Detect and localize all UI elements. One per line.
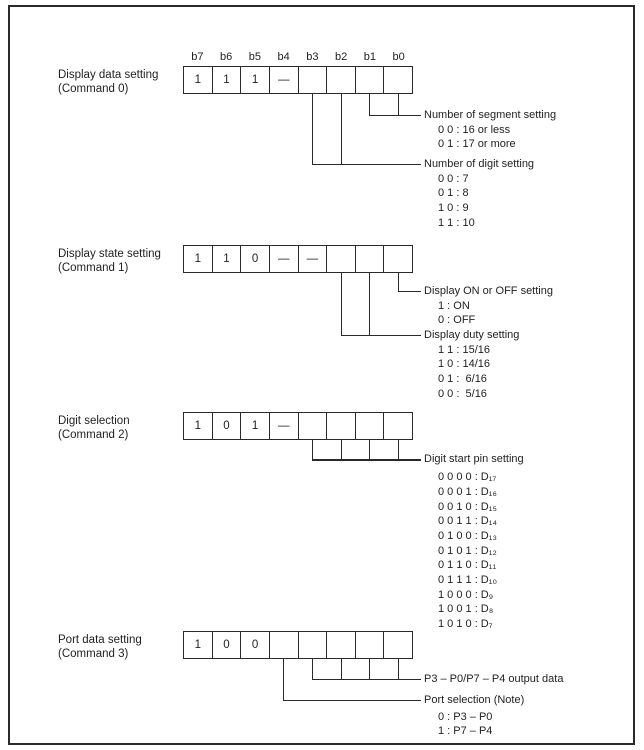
annotation-items bbox=[424, 172, 534, 231]
annotation-item: 0 0 1 1 : D₁₄ bbox=[438, 515, 497, 528]
bit-cell-value: — bbox=[277, 253, 290, 265]
bit-cell bbox=[269, 246, 298, 272]
command-name: Port data setting bbox=[58, 634, 142, 646]
bit-cell bbox=[298, 413, 327, 439]
bit-cell bbox=[212, 632, 241, 658]
bit-cell bbox=[298, 246, 327, 272]
annotation-item: 0 0 0 1 : D₁₆ bbox=[438, 485, 497, 498]
connector-line-vertical bbox=[369, 93, 370, 116]
connector-line-vertical bbox=[398, 272, 399, 292]
bit-cell-value: — bbox=[306, 253, 319, 265]
bit-cell bbox=[383, 246, 412, 272]
annotation-heading: Display duty setting bbox=[424, 328, 520, 341]
bit-cell-value: 1 bbox=[194, 74, 202, 86]
bit-cell bbox=[184, 632, 212, 658]
bit-header-label: b0 bbox=[392, 51, 405, 63]
annotation-items bbox=[424, 343, 519, 402]
connector-line-vertical bbox=[341, 439, 342, 460]
bit-header-label: b2 bbox=[335, 51, 348, 63]
connector-line-vertical bbox=[369, 658, 370, 680]
annotation-item: 1 0 : 14/16 bbox=[438, 358, 490, 371]
annotation bbox=[424, 157, 534, 231]
command-name: Display state setting bbox=[58, 248, 161, 260]
command-label bbox=[58, 68, 158, 96]
annotation-item: 1 : P7 – P4 bbox=[438, 725, 493, 738]
annotation bbox=[424, 284, 553, 328]
register-box bbox=[183, 66, 413, 94]
command-label bbox=[58, 414, 130, 442]
annotation-item: 1 0 1 0 : D₇ bbox=[438, 618, 493, 631]
bit-cell-value: 1 bbox=[194, 420, 202, 432]
bit-cell bbox=[269, 67, 298, 93]
bit-cell bbox=[298, 67, 327, 93]
bit-cell bbox=[240, 632, 269, 658]
annotation-items bbox=[424, 123, 556, 152]
annotation-heading: Number of digit setting bbox=[424, 157, 535, 170]
annotation-item: 0 0 : 7 bbox=[438, 172, 469, 185]
bit-cell bbox=[184, 413, 212, 439]
annotation-item: 0 0 1 0 : D₁₅ bbox=[438, 500, 497, 513]
connector-line-vertical bbox=[341, 272, 342, 336]
bit-cell bbox=[298, 632, 327, 658]
command-number: (Command 2) bbox=[58, 429, 129, 441]
register-box bbox=[183, 245, 413, 273]
bit-header-label: b5 bbox=[248, 51, 261, 63]
connector-line-vertical bbox=[312, 658, 313, 680]
annotation-item: 1 1 : 10 bbox=[438, 216, 475, 229]
annotation-item: 0 1 1 1 : D₁₀ bbox=[438, 574, 498, 587]
bit-cell-value: 1 bbox=[194, 253, 202, 265]
bit-cell bbox=[184, 246, 212, 272]
annotation-item: 0 1 0 0 : D₁₃ bbox=[438, 529, 497, 542]
bit-header-label: b3 bbox=[306, 51, 319, 63]
bit-cell bbox=[355, 632, 384, 658]
register-box bbox=[183, 412, 413, 440]
bit-header-label: b1 bbox=[363, 51, 376, 63]
connector-line-vertical bbox=[398, 439, 399, 460]
bit-cell bbox=[240, 67, 269, 93]
bit-header-label: b6 bbox=[220, 51, 233, 63]
command-number: (Command 0) bbox=[58, 83, 129, 95]
bit-header-label: b4 bbox=[277, 51, 290, 63]
bit-cell bbox=[326, 67, 355, 93]
bit-cell bbox=[269, 413, 298, 439]
annotation bbox=[424, 328, 519, 402]
annotation-item: 0 1 0 1 : D₁₂ bbox=[438, 544, 497, 557]
annotation-items bbox=[424, 299, 553, 328]
connector-line-vertical bbox=[341, 93, 342, 165]
bit-cell bbox=[355, 67, 384, 93]
annotation-item: 0 0 : 5/16 bbox=[438, 387, 487, 400]
bit-cell-value: 0 bbox=[223, 420, 230, 432]
connector-line-horizontal bbox=[312, 679, 421, 680]
annotation-heading: Port selection (Note) bbox=[424, 693, 525, 706]
bit-cell bbox=[383, 413, 412, 439]
bit-cell-value: 1 bbox=[223, 74, 230, 86]
annotation bbox=[424, 693, 524, 739]
annotation-item: 0 0 0 0 : D₁₇ bbox=[438, 471, 497, 484]
bit-cell bbox=[212, 413, 241, 439]
connector-line-vertical bbox=[398, 658, 399, 680]
annotation-heading: P3 – P0/P7 – P4 output data bbox=[424, 672, 564, 685]
bit-cell-value: — bbox=[277, 74, 290, 86]
annotation-item: 0 1 1 0 : D₁₁ bbox=[438, 559, 497, 572]
bit-cell-value: 1 bbox=[251, 420, 259, 432]
annotation bbox=[424, 452, 524, 631]
annotation-item: 0 1 : 6/16 bbox=[438, 373, 487, 385]
connector-line-vertical bbox=[369, 439, 370, 460]
annotation-items bbox=[424, 710, 524, 739]
register-box bbox=[183, 631, 413, 659]
bit-cell bbox=[383, 67, 412, 93]
bit-cell bbox=[326, 246, 355, 272]
annotation-item: 1 1 : 15/16 bbox=[438, 343, 490, 356]
annotation bbox=[424, 108, 556, 152]
connector-line-vertical bbox=[398, 93, 399, 116]
bit-cell-value: 0 bbox=[251, 253, 259, 265]
command-name: Display data setting bbox=[58, 69, 159, 81]
bit-cell bbox=[355, 413, 384, 439]
bit-cell bbox=[383, 632, 412, 658]
bit-cell-value: 1 bbox=[223, 253, 230, 265]
bit-cell bbox=[326, 632, 355, 658]
annotation-heading: Display ON or OFF setting bbox=[424, 284, 553, 297]
annotation-item: 1 0 0 0 : D₉ bbox=[438, 588, 494, 601]
annotation-item: 1 : ON bbox=[438, 299, 470, 312]
command-label bbox=[58, 247, 161, 275]
connector-line-vertical bbox=[369, 272, 370, 336]
annotation-item: 0 1 : 8 bbox=[438, 187, 469, 200]
bit-cell-value: 1 bbox=[194, 639, 202, 651]
bit-cell bbox=[240, 246, 269, 272]
command-label bbox=[58, 633, 142, 661]
bit-cell-value: 0 bbox=[223, 639, 230, 651]
connector-line-horizontal bbox=[369, 115, 421, 116]
annotation-item: 0 : P3 – P0 bbox=[438, 710, 493, 723]
annotation-heading: Number of segment setting bbox=[424, 108, 557, 121]
connector-line-horizontal bbox=[398, 291, 421, 292]
connector-line-vertical bbox=[312, 93, 313, 165]
bit-cell bbox=[240, 413, 269, 439]
annotation-item: 0 : OFF bbox=[438, 314, 476, 327]
bit-cell bbox=[355, 246, 384, 272]
command-name: Digit selection bbox=[58, 415, 130, 427]
annotation-item: 0 0 : 16 or less bbox=[438, 123, 511, 136]
bit-header-row bbox=[183, 50, 413, 64]
annotation-item: 1 0 : 9 bbox=[438, 202, 469, 214]
connector-line-horizontal bbox=[283, 700, 421, 701]
bit-cell bbox=[269, 632, 298, 658]
connector-line-vertical bbox=[312, 439, 313, 460]
bit-header-label: b7 bbox=[191, 51, 204, 63]
annotation-item: 0 1 : 17 or more bbox=[438, 138, 516, 151]
connector-line-horizontal bbox=[341, 335, 421, 336]
annotation bbox=[424, 672, 563, 687]
bit-cell bbox=[212, 67, 241, 93]
bit-cell bbox=[326, 413, 355, 439]
bit-cell bbox=[212, 246, 241, 272]
bit-cell-value: 0 bbox=[251, 639, 259, 651]
bit-cell-value: 1 bbox=[251, 74, 259, 86]
annotation-heading: Digit start pin setting bbox=[424, 453, 524, 466]
annotation-items bbox=[424, 470, 524, 632]
connector-line-vertical bbox=[341, 658, 342, 680]
bit-cell-value: — bbox=[277, 420, 290, 432]
command-number: (Command 3) bbox=[58, 648, 129, 660]
bit-cell bbox=[184, 67, 212, 93]
connector-line-horizontal bbox=[312, 164, 421, 165]
connector-line-horizontal bbox=[312, 459, 421, 460]
connector-line-vertical bbox=[283, 658, 284, 701]
command-number: (Command 1) bbox=[58, 262, 129, 274]
annotation-item: 1 0 0 1 : D₈ bbox=[438, 603, 494, 616]
